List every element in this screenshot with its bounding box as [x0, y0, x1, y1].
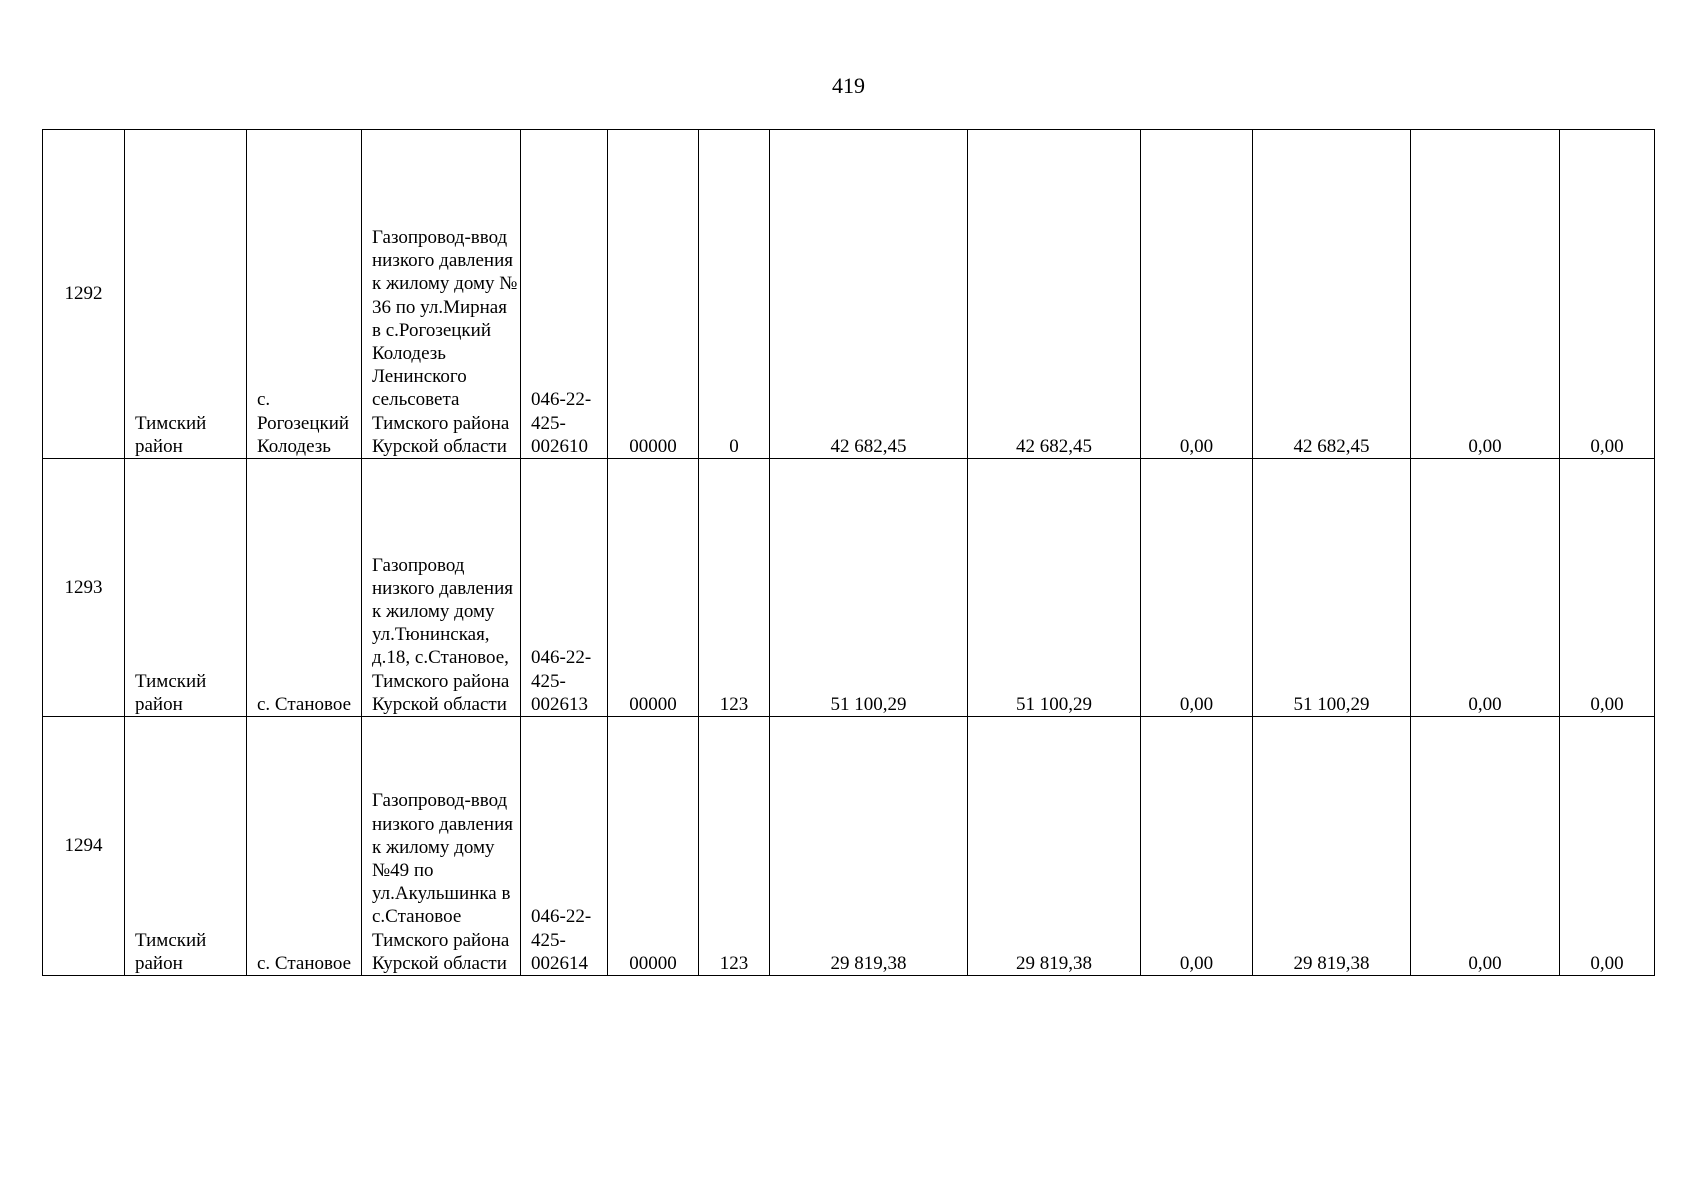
locality-cell: с. Рогозецкий Колодезь — [247, 130, 362, 459]
value-cell: 51 100,29 — [1253, 459, 1411, 717]
row-number: 1293 — [43, 459, 125, 717]
value-cell: 0,00 — [1141, 130, 1253, 459]
value-cell: 51 100,29 — [770, 459, 968, 717]
value-cell: 0,00 — [1411, 459, 1560, 717]
value-cell: 42 682,45 — [770, 130, 968, 459]
value-cell: 29 819,38 — [1253, 717, 1411, 976]
page-number: 419 — [832, 73, 865, 98]
district-cell: Тимский район — [125, 459, 247, 717]
row-number: 1294 — [43, 717, 125, 976]
property-table — [42, 129, 1655, 976]
object-name-cell: Газопровод-ввод низкого давления к жилому дому №49 по ул.Акульшинка в с.Становое Тимского района Курской области — [362, 717, 521, 976]
value-cell: 0,00 — [1560, 459, 1655, 717]
value-cell: 42 682,45 — [1253, 130, 1411, 459]
length-cell: 123 — [699, 717, 770, 976]
length-cell: 0 — [699, 130, 770, 459]
locality-cell: с. Становое — [247, 717, 362, 976]
district-cell: Тимский район — [125, 130, 247, 459]
code-cell: 00000 — [608, 717, 699, 976]
cadastral-code-cell: 046-22-425-002613 — [521, 459, 608, 717]
value-cell: 29 819,38 — [770, 717, 968, 976]
locality-cell: с. Становое — [247, 459, 362, 717]
cadastral-code-cell: 046-22-425-002610 — [521, 130, 608, 459]
table-row — [43, 130, 1655, 459]
cadastral-code-cell: 046-22-425-002614 — [521, 717, 608, 976]
code-cell: 00000 — [608, 130, 699, 459]
value-cell: 0,00 — [1411, 130, 1560, 459]
length-cell: 123 — [699, 459, 770, 717]
value-cell: 42 682,45 — [968, 130, 1141, 459]
value-cell: 51 100,29 — [968, 459, 1141, 717]
row-number: 1292 — [43, 130, 125, 459]
value-cell: 29 819,38 — [968, 717, 1141, 976]
object-name-cell: Газопровод-ввод низкого давления к жилому дому № 36 по ул.Мирная в с.Рогозецкий Колодезь Ленинского сельсовета Тимского района Курской области — [362, 130, 521, 459]
district-cell: Тимский район — [125, 717, 247, 976]
value-cell: 0,00 — [1411, 717, 1560, 976]
table-row — [43, 459, 1655, 717]
object-name-cell: Газопровод низкого давления к жилому дому ул.Тюнинская, д.18, с.Становое, Тимского района Курской области — [362, 459, 521, 717]
value-cell: 0,00 — [1560, 717, 1655, 976]
value-cell: 0,00 — [1141, 717, 1253, 976]
value-cell: 0,00 — [1560, 130, 1655, 459]
value-cell: 0,00 — [1141, 459, 1253, 717]
code-cell: 00000 — [608, 459, 699, 717]
table-row — [43, 717, 1655, 976]
